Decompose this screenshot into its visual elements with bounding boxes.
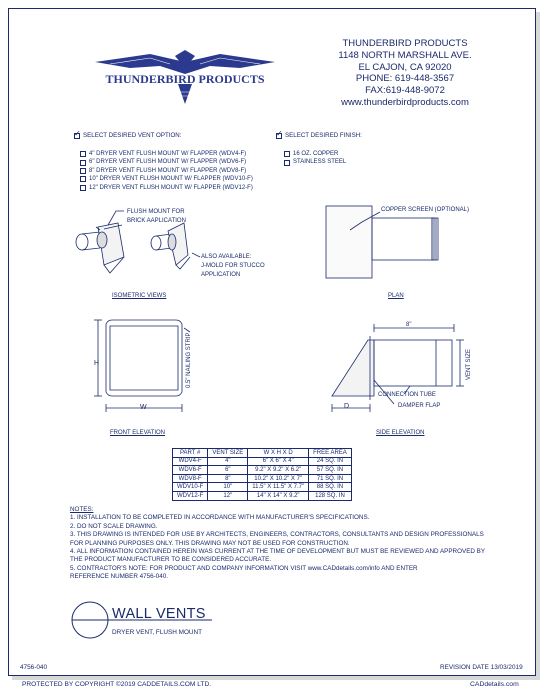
company-fax: FAX:619-448-9072	[365, 85, 445, 97]
finish-option-item[interactable]: STAINLESS STEEL	[284, 158, 346, 166]
table-cell: WDV12-F	[173, 491, 208, 500]
drawing-title: WALL VENTS	[112, 606, 206, 622]
company-website[interactable]: www.thunderbirdproducts.com	[341, 96, 469, 108]
note-line: THE PRODUCT MANUFACTURER TO BE CONSIDERED ACCURATE.	[70, 556, 272, 564]
table-cell: WDV10-F	[173, 483, 208, 492]
table-cell: WDV8-F	[173, 474, 208, 483]
table-cell: WDV4-F	[173, 457, 208, 466]
side-caption: SIDE ELEVATION	[376, 430, 425, 436]
table-cell: 8"	[208, 474, 248, 483]
iso-note-also-3: APPLICATION	[201, 272, 241, 278]
thunderbird-logo	[90, 48, 280, 110]
drawing-subtitle: DRYER VENT, FLUSH MOUNT	[112, 629, 203, 636]
front-w-label: W	[140, 404, 147, 411]
checkbox-icon[interactable]	[74, 133, 80, 139]
iso-caption: ISOMETRIC VIEWS	[112, 293, 167, 299]
table-cell: 128 SQ. IN	[309, 491, 352, 500]
plan-drawing	[320, 200, 530, 290]
logo-text: THUNDERBIRD PRODUCTS	[105, 72, 265, 86]
plan-note: COPPER SCREEN (OPTIONAL)	[381, 207, 470, 213]
side-d-label: D	[344, 403, 350, 410]
company-name: THUNDERBIRD PRODUCTS	[342, 38, 468, 49]
company-address: 1148 NORTH MARSHALL AVE.	[338, 49, 472, 61]
table-cell: 11.5" X 11.5" X 7.7"	[248, 483, 309, 492]
side-flap-label: DAMPER FLAP	[398, 403, 441, 409]
table-cell: 9.2" X 9.2" X 6.2"	[248, 466, 309, 475]
note-line: 3. THIS DRAWING IS INTENDED FOR USE BY ARCHITECTS, ENGINEERS, CONTRACTORS, CONSULTANTS AND DESIGN PROFESSIONALS	[70, 531, 484, 539]
table-header: VENT SIZE	[208, 449, 248, 458]
table-row	[173, 474, 352, 483]
table-header-row	[173, 449, 352, 458]
checkbox-icon[interactable]	[284, 160, 290, 166]
company-phone: PHONE: 619-448-3567	[355, 73, 455, 85]
vent-option-item[interactable]: 8" DRYER VENT FLUSH MOUNT W/ FLAPPER (WDV8-F)	[80, 167, 253, 175]
plan-caption: PLAN	[388, 293, 404, 299]
iso-note-also-1: ALSO AVAILABLE:	[201, 254, 252, 260]
table-cell: 71 SQ. IN	[309, 474, 352, 483]
finish-option-heading: ✓ SELECT DESIRED FINISH:	[276, 132, 362, 139]
table-cell: 88 SQ. IN	[309, 483, 352, 492]
front-caption: FRONT ELEVATION	[110, 430, 166, 436]
checkbox-icon[interactable]	[80, 185, 86, 191]
company-info	[320, 38, 490, 109]
table-cell: WDV6-F	[173, 466, 208, 475]
vent-option-item[interactable]: 4" DRYER VENT FLUSH MOUNT W/ FLAPPER (WDV4-F)	[80, 150, 253, 158]
side-tube-label: CONNECTION TUBE	[378, 392, 436, 398]
vent-option-list	[80, 150, 253, 192]
table-header: FREE AREA	[309, 449, 352, 458]
front-h-label: H	[94, 360, 100, 367]
iso-note-also-2: J-MOLD FOR STUCCO	[201, 263, 265, 269]
table-row	[173, 457, 352, 466]
iso-note-flush-2: BRICK AAPLICATION	[127, 218, 186, 224]
checkbox-icon[interactable]	[80, 168, 86, 174]
checkbox-icon[interactable]	[80, 151, 86, 157]
side-dim-top: 8"	[406, 322, 412, 328]
vent-option-item[interactable]: 6" DRYER VENT FLUSH MOUNT W/ FLAPPER (WDV6-F)	[80, 158, 253, 166]
drawing-number: 4756-040	[20, 664, 48, 671]
note-line: 4. ALL INFORMATION CONTAINED HEREIN WAS CURRENT AT THE TIME OF DEVELOPMENT BUT MUST BE REVIEWED AND APPROVED BY	[70, 548, 486, 556]
note-line: REFERENCE NUMBER 4756-040.	[70, 573, 168, 581]
note-line: 5. CONTRACTOR'S NOTE: FOR PRODUCT AND COMPANY INFORMATION VISIT www.CADdetails.com/info AND ENTER	[70, 564, 418, 572]
table-cell: 6" X 6" X 4"	[248, 457, 309, 466]
table-cell: 4"	[208, 457, 248, 466]
checkbox-icon[interactable]	[80, 160, 86, 166]
notes-heading: NOTES:	[70, 506, 94, 513]
spec-table	[172, 448, 352, 501]
checkbox-icon[interactable]	[276, 133, 282, 139]
table-cell: 12"	[208, 491, 248, 500]
note-line: 1. INSTALLATION TO BE COMPLETED IN ACCORDANCE WITH MANUFACTURER'S SPECIFICATIONS.	[70, 514, 370, 522]
table-cell: 24 SQ. IN	[309, 457, 352, 466]
table-row	[173, 491, 352, 500]
table-header: PART #	[173, 449, 208, 458]
table-header: W X H X D	[248, 449, 309, 458]
table-cell: 14" X 14" X 9.2"	[248, 491, 309, 500]
vent-option-item[interactable]: 12" DRYER VENT FLUSH MOUNT W/ FLAPPER (WDV12-F)	[80, 184, 253, 192]
revision-date: REVISION DATE 13/03/2019	[440, 664, 523, 671]
notes-block	[70, 506, 510, 582]
table-cell: 6"	[208, 466, 248, 475]
vent-option-item[interactable]: 10" DRYER VENT FLUSH MOUNT W/ FLAPPER (WDV10-F)	[80, 175, 253, 183]
vent-option-heading: ✓ SELECT DESIRED VENT OPTION:	[74, 132, 181, 139]
side-vent-size-label: VENT SIZE	[466, 349, 472, 380]
copyright-text: PROTECTED BY COPYRIGHT ©2019 CADDETAILS.COM LTD.	[22, 681, 212, 688]
note-line: 2. DO NOT SCALE DRAWING.	[70, 522, 158, 530]
company-city: EL CAJON, CA 92020	[358, 61, 452, 73]
finish-option-list	[284, 150, 346, 167]
checkbox-icon[interactable]	[80, 176, 86, 182]
table-row	[173, 466, 352, 475]
site-link[interactable]: CADdetails.com	[470, 681, 519, 688]
checkbox-icon[interactable]	[284, 151, 290, 157]
iso-note-flush-1: FLUSH MOUNT FOR	[127, 209, 185, 215]
finish-option-item[interactable]: 16 OZ. COPPER	[284, 150, 346, 158]
table-cell: 57 SQ. IN	[309, 466, 352, 475]
front-strip-label: 0.5" NAILING STRIP	[186, 332, 192, 388]
table-cell: 10"	[208, 483, 248, 492]
note-line: FOR PLANNING PURPOSES ONLY. THIS DRAWING MAY NOT BE USED FOR CONSTRUCTION.	[70, 539, 350, 547]
table-row	[173, 483, 352, 492]
table-cell: 10.2" X 10.2" X 7"	[248, 474, 309, 483]
